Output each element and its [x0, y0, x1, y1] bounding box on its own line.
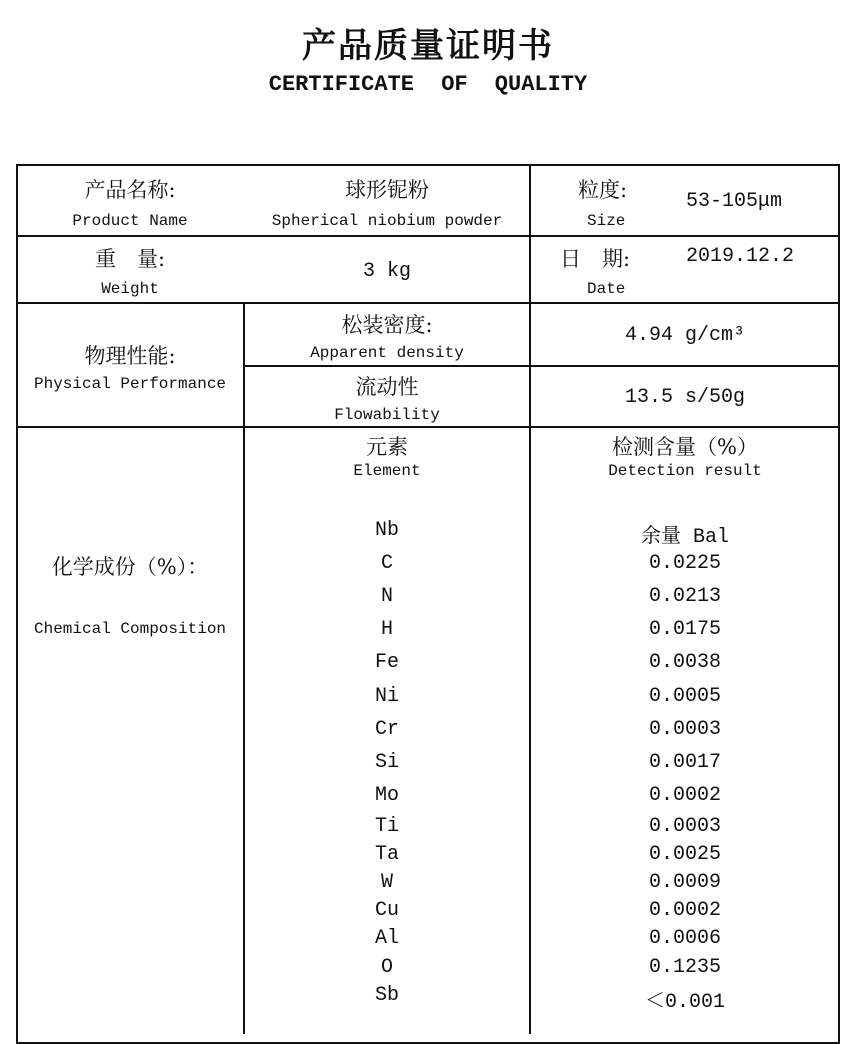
date-label-cn: 日 期:	[560, 247, 631, 271]
element-result: 0.0175	[648, 618, 721, 641]
element-symbol: C	[380, 552, 393, 575]
element-symbol: O	[380, 956, 393, 979]
element-result: 0.0005	[648, 685, 721, 708]
element-symbol: H	[380, 618, 393, 641]
product-value-cn: 球形铌粉	[345, 178, 429, 202]
row-divider-1	[16, 235, 840, 237]
element-symbol: Nb	[374, 519, 399, 542]
physical-label-en: Physical Performance	[33, 375, 227, 393]
row-divider-4	[16, 426, 840, 428]
weight-value: 3 kg	[362, 260, 411, 283]
element-header-cn: 元素	[366, 435, 408, 459]
date-label-en: Date	[587, 280, 626, 298]
element-result: 0.0017	[648, 751, 721, 774]
element-result: 0.0009	[648, 871, 721, 894]
chemical-label-en: Chemical Composition	[33, 620, 227, 638]
element-result: 0.0025	[648, 843, 721, 866]
size-value: 53-105μm	[686, 190, 783, 213]
element-symbol: Cr	[374, 718, 399, 741]
element-symbol: Ta	[374, 843, 399, 866]
apparent-density-label-cn: 松装密度:	[341, 313, 433, 337]
element-symbol: Si	[374, 751, 399, 774]
element-result: 0.0002	[648, 899, 721, 922]
result-header-en: Detection result	[608, 462, 762, 480]
product-label-cn: 产品名称:	[84, 178, 176, 202]
title-cn: 产品质量证明书	[302, 26, 554, 66]
element-result: 0.1235	[648, 956, 721, 979]
apparent-density-value: 4.94 g/cm³	[624, 324, 746, 347]
element-symbol: Ti	[374, 815, 399, 838]
row-divider-2	[16, 302, 840, 304]
result-header-cn: 检测含量（%）	[612, 435, 758, 459]
physical-label-cn: 物理性能:	[84, 344, 176, 368]
element-result: 余量 Bal	[640, 526, 729, 549]
weight-label-en: Weight	[101, 280, 159, 298]
element-symbol: Sb	[374, 984, 399, 1007]
element-symbol: Mo	[374, 784, 399, 807]
element-symbol: N	[380, 585, 393, 608]
flowability-value: 13.5 s/50g	[624, 386, 746, 409]
element-result: 0.0006	[648, 927, 721, 950]
flowability-label-en: Flowability	[334, 406, 440, 424]
element-symbol: Cu	[374, 899, 399, 922]
date-value: 2019.12.2	[686, 245, 795, 268]
flowability-label-cn: 流动性	[355, 375, 419, 399]
element-symbol: Ni	[374, 685, 399, 708]
element-result: 0.0213	[648, 585, 721, 608]
element-result: ＜0.001	[644, 991, 725, 1014]
element-result: 0.0038	[648, 651, 721, 674]
element-header-en: Element	[353, 462, 421, 480]
element-result: 0.0002	[648, 784, 721, 807]
product-label-en: Product Name	[72, 212, 188, 230]
title-en: CERTIFICATE OF QUALITY	[268, 72, 588, 97]
element-result: 0.0003	[648, 718, 721, 741]
chemical-label-cn: 化学成份（%）：	[51, 555, 209, 579]
element-result: 0.0225	[648, 552, 721, 575]
weight-label-cn: 重 量:	[94, 247, 166, 271]
element-symbol: W	[380, 871, 393, 894]
element-symbol: Fe	[374, 651, 399, 674]
apparent-density-label-en: Apparent density	[310, 344, 464, 362]
element-symbol: Al	[374, 927, 399, 950]
size-label-en: Size	[587, 212, 626, 230]
element-result: 0.0003	[648, 815, 721, 838]
size-label-cn: 粒度:	[578, 178, 628, 202]
row-divider-3	[244, 365, 840, 367]
product-value-en: Spherical niobium powder	[271, 212, 503, 230]
